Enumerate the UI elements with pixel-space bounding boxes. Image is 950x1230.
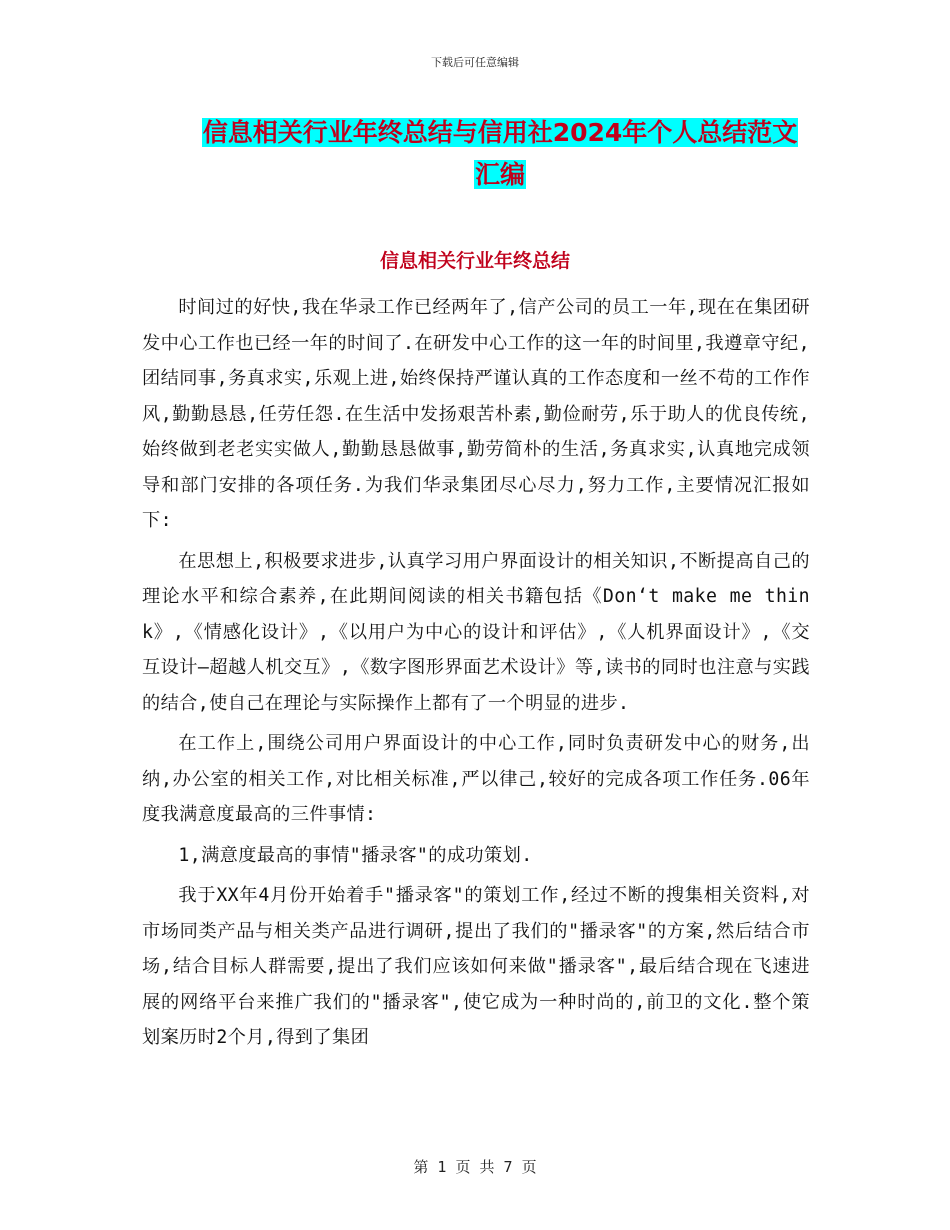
body-text: [142, 290, 810, 1061]
document-title: [185, 112, 815, 196]
paragraph: 1,满意度最高的事情"播录客"的成功策划.: [178, 844, 533, 866]
document-title-line2: 汇编: [474, 160, 525, 189]
section-heading: 信息相关行业年终总结: [379, 250, 570, 272]
paragraph: 时间过的好快,我在华录工作已经两年了,信产公司的员工一年,现在在集团研发中心工作也已经一年的时间了.在研发中心工作的这一年的时间里,我遵章守纪,团结同事,务真求实,乐观上进,始终保持严谨认真的工作态度和一丝不苟的工作作风,勤勤恳恳,任劳任怨.在生活中发扬艰苦朴素,勤俭耐劳,乐于助人的优良传统,始终做到老老实实做人,勤勤恳恳做事,勤劳简朴的生活,务真求实,认真地完成领导和部门安排的各项任务.为我们华录集团尽心尽力,努力工作,主要情况汇报如下:: [142, 297, 810, 531]
paragraph: 在思想上,积极要求进步,认真学习用户界面设计的相关知识,不断提高自己的理论水平和综合素养,在此期间阅读的相关书籍包括《Don‘t make me think》,《情感化设计》,《以用户为中心的设计和评估》,《人机界面设计》,《交互设计—超越人机交互》,《数字图形界面艺术设计》等,读书的同时也注意与实践的结合,使自己在理论与实际操作上都有了一个明显的进步.: [142, 550, 810, 714]
paragraph: 我于XX年4月份开始着手"播录客"的策划工作,经过不断的搜集相关资料,对市场同类产品与相关类产品进行调研,提出了我们的"播录客"的方案,然后结合市场,结合目标人群需要,提出了我们应该如何来做"播录客",最后结合现在飞速进展的网络平台来推广我们的"播录客",使它成为一种时尚的,前卫的文化.整个策划案历时2个月,得到了集团: [142, 885, 810, 1048]
document-title-line1: 信息相关行业年终总结与信用社2024年个人总结范文: [202, 118, 798, 147]
header-note: 下载后可任意编辑: [431, 56, 519, 69]
paragraph: 在工作上,围绕公司用户界面设计的中心工作,同时负责研发中心的财务,出纳,办公室的相关工作,对比相关标准,严以律己,较好的完成各项工作任务.06年度我满意度最高的三件事情:: [142, 733, 810, 825]
page-number: 第 1 页 共 7 页: [413, 1158, 537, 1176]
